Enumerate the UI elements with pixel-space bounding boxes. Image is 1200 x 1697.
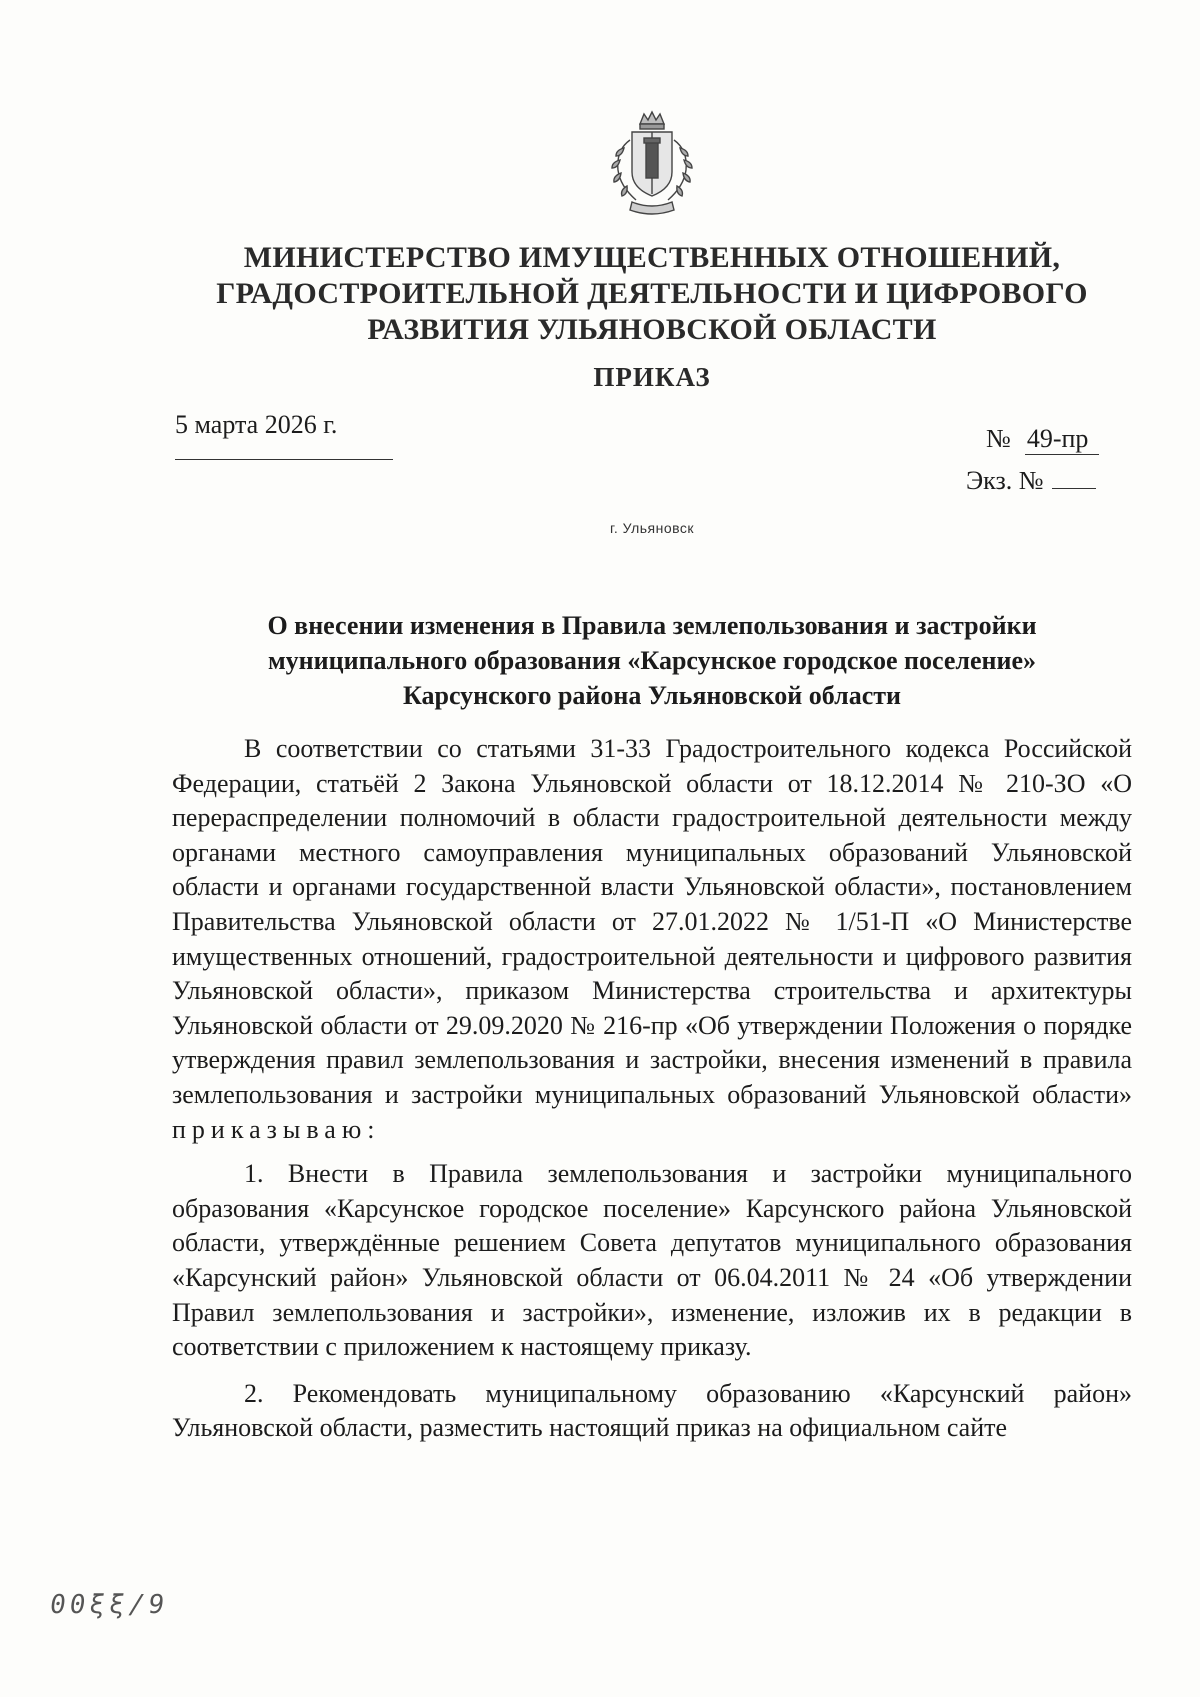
subject-line-1: О внесении изменения в Правила землепользования и застройки — [267, 611, 1037, 640]
copy-label: Экз. № — [966, 466, 1044, 495]
preamble-paragraph — [172, 732, 1132, 1147]
subject-line-3: Карсунского района Ульяновской области — [402, 681, 902, 710]
subject-line-2: муниципального образования «Карсунское городское поселение» — [267, 646, 1037, 675]
number-label: № — [986, 424, 1011, 453]
ministry-name — [200, 240, 1104, 348]
registration-code: 00ξξ/9 — [47, 1590, 171, 1620]
order-number — [986, 424, 1099, 455]
order-word: приказываю: — [172, 1114, 381, 1144]
document-type: ПРИКАЗ — [593, 362, 711, 392]
number-value: 49-пр — [1025, 424, 1099, 455]
order-body — [172, 732, 1132, 1446]
date-underline — [175, 459, 393, 460]
preamble-text: В соответствии со статьями 31-33 Градостроительного кодекса Российской Федерации, статьёй 2 Закона Ульяновской области от 18.12.2014 № 210-ЗО «О перераспределении полномочий в области градостроительной деятельности между органами местного самоуправления муниципальных образований Ульяновской области и органами государственной власти Ульяновской области», постановлением Правительства Ульяновской области от 27.01.2022 № 1/51-П «О Министерстве имущественных отношений, градостроительной деятельности и цифрового развития Ульяновской области», приказом Министерства строительства и архитектуры Ульяновской области от 29.09.2020 № 216-пр «Об утверждении Положения о порядке утверждения правил землепользования и застройки, внесения изменений в правила землепользования и застройки муниципальных образований Ульяновской области» — [172, 734, 1132, 1109]
item-1-paragraph: 1. Внести в Правила землепользования и застройки муниципального образования «Карсунское городское поселение» Карсунского района Ульяновской области, утверждённые решением Совета депутатов муниципального образования «Карсунский район» Ульяновской области от 06.04.2011 № 24 «Об утверждении Правил землепользования и застройки», изменение, изложив их в редакции в соответствии с приложением к настоящему приказу. — [172, 1159, 1132, 1362]
copy-number — [966, 466, 1096, 496]
order-subject — [200, 608, 1104, 713]
ministry-line-3: РАЗВИТИЯ УЛЬЯНОВСКОЙ ОБЛАСТИ — [367, 313, 937, 346]
item-2-paragraph: 2. Рекомендовать муниципальному образованию «Карсунский район» Ульяновской области, разместить настоящий приказ на официальном сайте — [172, 1378, 1132, 1443]
ministry-line-2: ГРАДОСТРОИТЕЛЬНОЙ ДЕЯТЕЛЬНОСТИ И ЦИФРОВОГО — [216, 277, 1088, 310]
city: г. Ульяновск — [609, 520, 695, 536]
order-date: 5 марта 2026 г. — [175, 410, 338, 439]
ministry-line-1: МИНИСТЕРСТВО ИМУЩЕСТВЕННЫХ ОТНОШЕНИЙ, — [243, 241, 1061, 274]
copy-blank — [1052, 466, 1096, 489]
ulyanovsk-coat-of-arms-icon — [602, 110, 702, 218]
